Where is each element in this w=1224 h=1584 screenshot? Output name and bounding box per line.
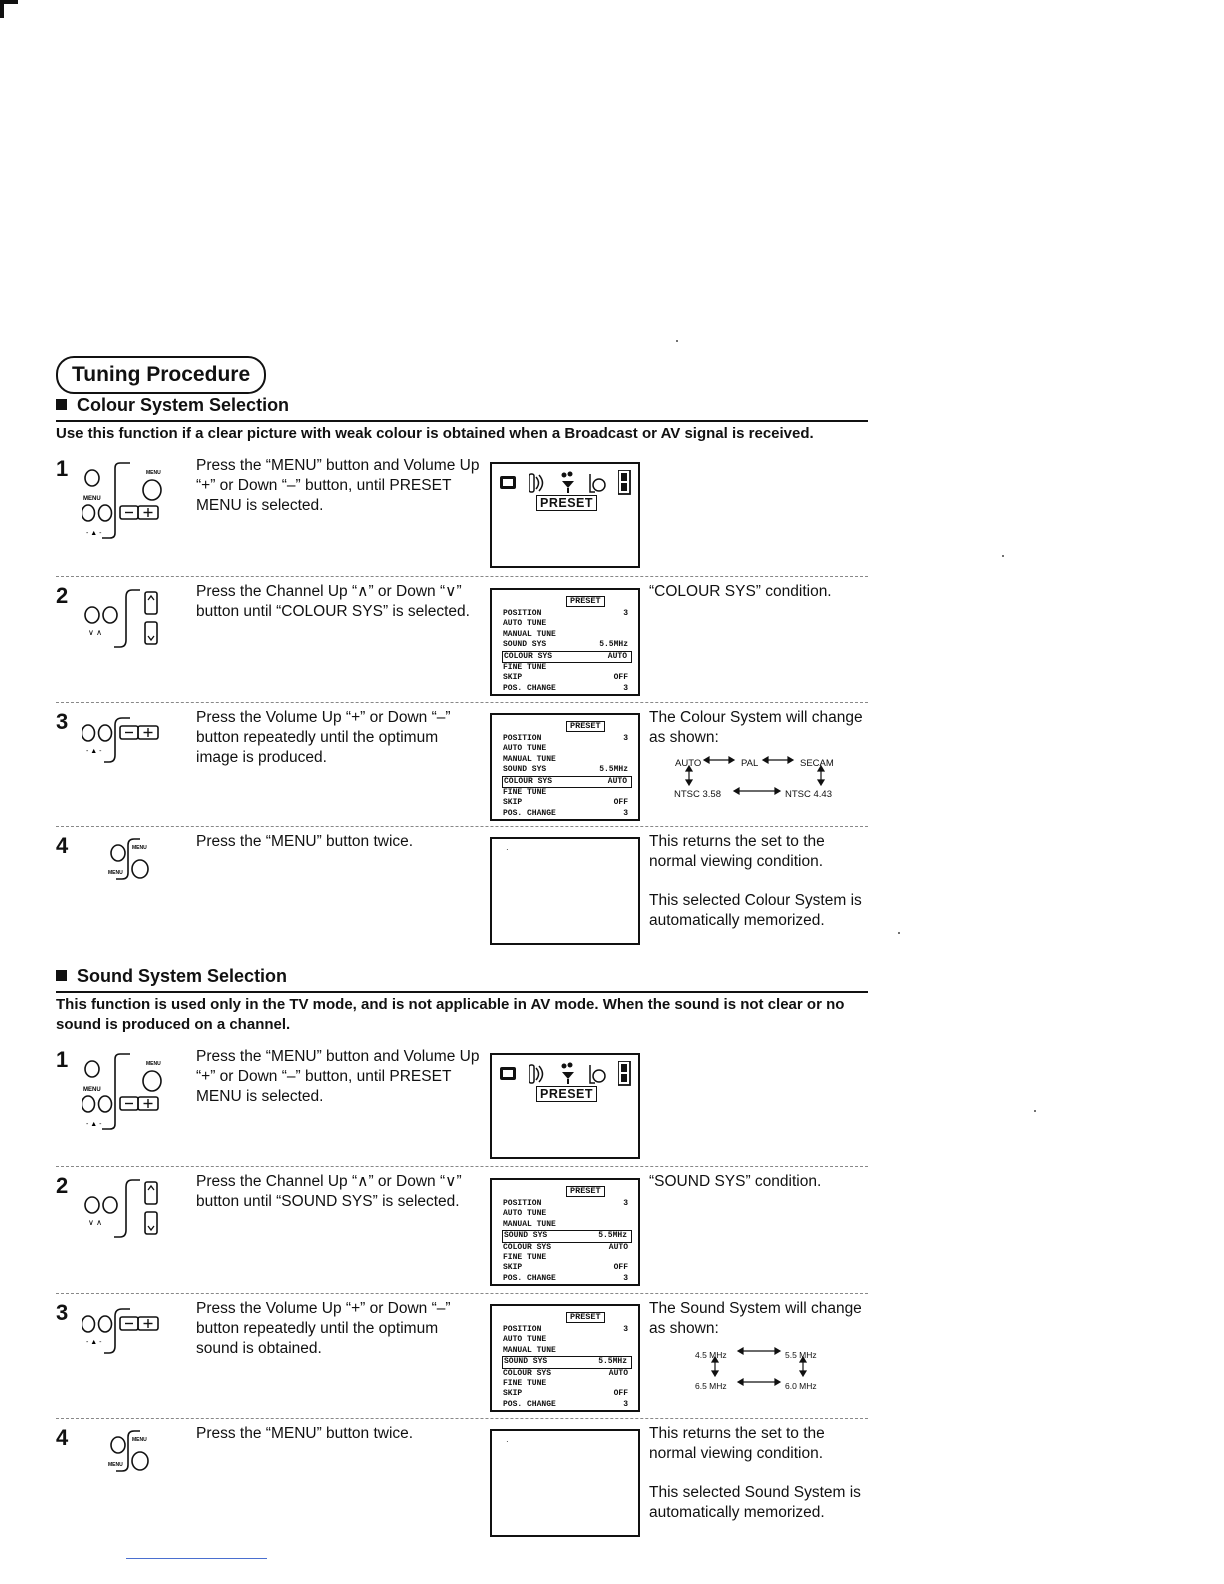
step-note: “COLOUR SYS” condition. [649,583,832,600]
menu-icon-row [500,1061,632,1087]
step-number: 2 [56,583,69,608]
remote-channel-illustration [82,1175,192,1255]
heading-bullet [56,970,67,981]
menu-row-colour-sys-selected: COLOUR SYS AUTO [502,651,632,663]
tv-screen-preset-menu [490,713,640,821]
colour-step-1 [56,456,868,568]
menu-row-colour-sys: COLOUR SYS AUTO [503,1368,628,1378]
tv-screen-normal-view [490,837,640,945]
preset-menu [502,721,632,819]
menu-icon-row [500,470,632,496]
preset-menu-title: PRESET [566,1186,605,1197]
menu-row-fine-tune: FINE TUNE [503,1253,547,1263]
sound-icon [529,1063,549,1085]
preset-label: PRESET [536,1086,597,1102]
menu-row-pos-change: POS. CHANGE 3 [503,1273,628,1283]
cycle-option-4-5mhz: 4.5 MHz [695,1350,727,1360]
menu-row-manual-tune: MANUAL TUNE [503,1219,556,1229]
scan-speck [898,932,900,934]
tv-screen-preset-menu [490,588,640,696]
menu-row-sound-sys-selected: SOUND SYS 5.5MHz [502,1230,632,1242]
remote-volume-illustration [82,1306,192,1366]
sound-step-2 [56,1166,868,1287]
remote-volume-illustration [82,715,192,775]
preset-menu-title: PRESET [566,596,605,607]
menu-row-sound-sys: SOUND SYS 5.5MHz [503,640,628,650]
menu-row-position: POSITION 3 [503,1325,628,1334]
menu-row-fine-tune: FINE TUNE [503,1379,547,1389]
step-note-text: The Sound System will change as shown: [649,1300,862,1337]
tv-screen-main-menu [490,1053,640,1159]
step-note-text: The Colour System will change as shown: [649,709,863,746]
menu-row-pos-change: POS. CHANGE 3 [503,683,628,693]
step-number: 4 [56,1425,69,1450]
cycle-option-6-5mhz: 6.5 MHz [695,1381,727,1391]
remote-menu-illustration [82,1427,172,1477]
colour-step-2 [56,576,868,695]
preset-icon [618,1061,632,1087]
preset-menu [502,1312,632,1410]
remote-menu-volume-illustration [82,1049,192,1139]
step-note-text: This returns the set to the normal viewing condition. [649,833,825,870]
menu-row-pos-change: POS. CHANGE 3 [503,808,628,818]
menu-row-manual-tune: MANUAL TUNE [503,629,556,639]
scan-speck [1002,555,1004,557]
step-number: 4 [56,833,69,858]
tv-screen-preset-menu [490,1178,640,1286]
menu-row-skip: SKIP OFF [503,798,628,808]
sound-icon [529,472,549,494]
timer-icon [587,1063,607,1085]
picture-icon [500,1064,518,1084]
menu-row-position: POSITION 3 [503,609,628,618]
sound-step-1 [56,1047,868,1159]
step-note [649,1424,874,1542]
step-note-memorized: This selected Sound System is automatically memorized. [649,1484,861,1521]
colour-step-3 [56,702,868,821]
tuning-icon [560,1062,576,1086]
heading-bullet [56,399,67,410]
cycle-arrows [649,1345,849,1389]
tuning-icon [560,471,576,495]
cycle-option-pal: PAL [741,758,759,769]
step-number: 2 [56,1173,69,1198]
menu-row-auto-tune: AUTO TUNE [503,619,547,629]
step-instruction: Press the Volume Up “+” or Down “–” button repeatedly until the optimum image is produced. [196,709,451,766]
menu-row-position: POSITION 3 [503,734,628,743]
sound-step-4 [56,1418,868,1541]
preset-menu-title: PRESET [566,721,605,732]
colour-system-cycle-diagram [649,754,849,798]
menu-row-colour-sys-selected: COLOUR SYS AUTO [502,776,632,788]
tv-screen-normal-view [490,1429,640,1537]
corner-mark [0,0,18,18]
step-instruction: Press the Volume Up “+” or Down “–” button repeatedly until the optimum sound is obtained. [196,1300,451,1357]
step-number: 3 [56,709,69,734]
menu-row-skip: SKIP OFF [503,673,628,683]
menu-row-fine-tune: FINE TUNE [503,788,547,798]
scan-speck [1034,1110,1036,1112]
step-note [649,708,874,798]
menu-row-colour-sys: COLOUR SYS AUTO [503,1242,628,1252]
remote-channel-illustration [82,585,192,665]
menu-row-auto-tune: AUTO TUNE [503,1335,547,1345]
step-instruction: Press the “MENU” button twice. [196,833,414,850]
menu-row-sound-sys-selected: SOUND SYS 5.5MHz [502,1356,632,1368]
colour-step-4 [56,826,868,949]
menu-row-auto-tune: AUTO TUNE [503,744,547,754]
scan-speck [676,340,678,342]
preset-menu [502,596,632,694]
step-note: “SOUND SYS” condition. [649,1173,822,1190]
menu-row-skip: SKIP OFF [503,1263,628,1273]
colour-section-intro: Use this function if a clear picture with weak colour is obtained when a Broadcast or AV signal is received. [56,425,814,442]
colour-section-heading: Colour System Selection [56,395,868,422]
cycle-option-ntsc-443: NTSC 4.43 [785,789,832,800]
cycle-option-auto: AUTO [675,758,702,769]
remote-menu-illustration [82,835,172,885]
step-note [649,1299,874,1389]
cycle-option-ntsc-358: NTSC 3.58 [674,789,721,800]
cycle-option-6-0mhz: 6.0 MHz [785,1381,817,1391]
sound-section-heading: Sound System Selection [56,966,868,993]
cycle-option-secam: SECAM [800,758,834,769]
preset-menu [502,1186,632,1284]
menu-row-manual-tune: MANUAL TUNE [503,754,556,764]
step-number: 1 [56,1047,69,1072]
screen-cursor-mark: · [506,1437,509,1446]
menu-row-sound-sys: SOUND SYS 5.5MHz [503,765,628,775]
preset-menu-title: PRESET [566,1312,605,1323]
step-number: 3 [56,1300,69,1325]
step-number: 1 [56,456,69,481]
sound-section-intro: This function is used only in the TV mode, and is not applicable in AV mode. When the sound is not clear or no sound is produced on a channel. [56,996,845,1033]
step-note-text: This returns the set to the normal viewing condition. [649,1425,825,1462]
step-note-memorized: This selected Colour System is automatically memorized. [649,892,862,929]
tv-screen-main-menu [490,462,640,568]
step-note [649,832,874,950]
tv-screen-preset-menu [490,1304,640,1412]
menu-row-fine-tune: FINE TUNE [503,663,547,673]
cycle-option-5-5mhz: 5.5 MHz [785,1350,817,1360]
step-instruction: Press the “MENU” button and Volume Up “+” or Down “–” button, until PRESET MENU is selected. [196,1048,480,1105]
menu-row-auto-tune: AUTO TUNE [503,1209,547,1219]
menu-row-pos-change: POS. CHANGE 3 [503,1399,628,1409]
preset-icon [618,470,632,496]
step-instruction: Press the “MENU” button twice. [196,1425,414,1442]
footer-rule [126,1558,267,1559]
screen-cursor-mark: · [506,845,509,854]
menu-row-manual-tune: MANUAL TUNE [503,1345,556,1355]
page-title: Tuning Procedure [56,356,266,394]
step-instruction: Press the Channel Up “∧” or Down “∨” button until “SOUND SYS” is selected. [196,1173,462,1210]
step-instruction: Press the “MENU” button and Volume Up “+” or Down “–” button, until PRESET MENU is selected. [196,457,480,514]
picture-icon [500,473,518,493]
menu-row-skip: SKIP OFF [503,1389,628,1399]
remote-menu-volume-illustration [82,458,192,548]
sound-step-3 [56,1293,868,1414]
menu-row-position: POSITION 3 [503,1199,628,1208]
timer-icon [587,472,607,494]
step-instruction: Press the Channel Up “∧” or Down “∨” button until “COLOUR SYS” is selected. [196,583,470,620]
sound-system-cycle-diagram [649,1345,849,1389]
preset-label: PRESET [536,495,597,511]
